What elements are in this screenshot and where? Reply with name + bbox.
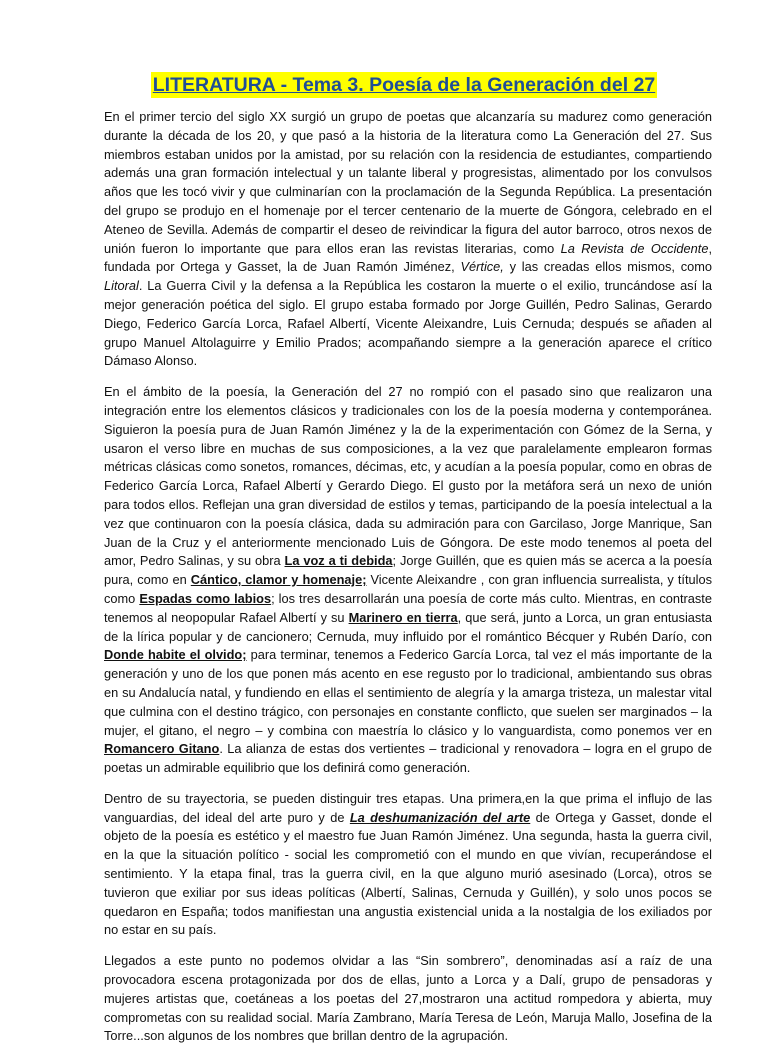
text-run: En el ámbito de la poesía, la Generación del 27 no rompió con el pasado sino que realizaron una integración entre los elementos clásicos y tradicionales con los de la poesía moderna y contemporánea. Siguieron la poesía pura de Juan Ramón Jiménez y la de la experimentación con Gómez de la Serna, y usaron el verso libre en muchas de sus composiciones, a la vez que paralelamente emplearon formas métricas clásicas como sonetos, romances, décimas, etc, y acudían a la poesía popular, como en obras de Federico García Lorca, Rafael Albertí y Gerardo Diego. El gusto por la metáfora será un nexo de unión para todos ellos. Reflejan una gran diversidad de estilos y temas, participando de la poesía intelectual a la vez que continuaron con la poesía clásica, dada su admiración para con Garcilaso, Jorge Manrique, San Juan de la Cruz y el anteriormente mencionado Luis de Góngora. De este modo tenemos al poeta del amor, Pedro Salinas, y su obra [104,384,712,569]
text-run: En el primer tercio del siglo XX surgió un grupo de poetas que alcanzaría su madurez como generación durante la década de los 20, y que pasó a la historia de la literatura como La Generación del 27. Sus miembros estaban unidos por la amistad, por su relación con la residencia de estudiantes, compartiendo además una gran formación intelectual y un talante liberal y progresistas, alimentado por los convulsos años que les tocó vivir y que culminarían con la proclamación de la Segunda República. La presentación del grupo se produjo en el homenaje por el tercer centenario de la muerte de Góngora, celebrado en el Ateneo de Sevilla. Además de compartir el deseo de reivindicar la figura del autor barroco, otros nexos de unión fueron lo importante que para ellos eran las revistas literarias, como [104,109,712,256]
text-run: para terminar, tenemos a Federico García Lorca, tal vez el más importante de la generación y uno de los que ponen más acento en ese regusto por lo tradicional, ambientando sus obras en su Andalucía natal, y fundiendo en ellas el sentimiento de alegría y la amarga tristeza, un malestar vital que culmina con el destino trágico, con personajes en constante conflicto, que suelen ser marginados – la mujer, el gitano, el negro – y combina con maestría lo clásico y lo vanguardista, como ponemos ver en [104,647,712,738]
text-run: . La Guerra Civil y la defensa a la República les costaron la muerte o el exilio, truncándose así la mejor generación poética del siglo. El grupo estaba formado por Jorge Guillén, Pedro Salinas, Gerardo Diego, Federico García Lorca, Rafael Albertí, Vicente Aleixandre, Luis Cernuda; después se añaden al grupo Manuel Altolaguirre y Emilio Prados; acompañando siempre a la generación aparece el crítico Dámaso Alonso. [104,278,712,369]
italic-title-litoral: Litoral [104,278,139,294]
work-title-deshumanizacion-del-arte: La deshumanización del arte [349,809,531,825]
work-title-romancero-gitano: Romancero Gitano [104,741,220,757]
work-title-espadas-como-labios: Espadas como labios [139,590,272,606]
work-title-cantico: Cántico, clamor y homenaje; [190,572,367,588]
paragraph-intro [104,108,712,371]
text-run: Dentro de su trayectoria, se pueden distinguir tres etapas. Una primera,en la que prima el influjo de las vanguardias, del ideal del arte puro y de [104,790,712,825]
text-run: ; los tres desarrollarán una poesía de corte más culto. Mientras, en contraste tenemos al neopopular Rafael Albertí y su [104,590,712,625]
italic-title-revista-occidente: La Revista de Occidente [560,240,709,256]
paragraph-etapas [104,790,712,940]
text-run: de Ortega y Gasset, donde el objeto de la poesía es estético y el maestro fue Juan Ramón Jiménez. Una segunda, hasta la guerra civil, en la que la situación político - social les comprometió con el mundo en que vivían, recuperándose el sentimiento. Y la etapa final, tras la guerra civil, en la que alguno murió asesinado (Lorca), otros se tuvieron que exiliar por sus ideas políticas (Albertí, Salinas, Cernuda y Guillén), y solo unos pocos se quedaron en España; todos manifiestan una angustia existencial unida a la nostalgia de los exiliados por no estar en su país. [104,809,712,938]
text-run: Vicente Aleixandre , con gran influencia surrealista, y títulos como [104,572,712,606]
paragraph-sin-sombrero [104,952,712,1046]
text-run: , que será, junto a Lorca, un gran entusiasta de la lírica popular y de cancionero; Cernuda, muy influido por el romántico Bécquer y Rubén Darío, con [104,609,712,644]
document-title: LITERATURA - Tema 3. Poesía de la Generación del 27 [152,74,656,96]
work-title-donde-habite-el-olvido: Donde habite el olvido; [104,647,247,663]
work-title-la-voz-a-ti-debida: La voz a ti debida [284,553,393,569]
text-run: , fundada por Ortega y Gasset, la de Juan Ramón Jiménez, [104,240,712,275]
text-run: . La alianza de estas dos vertientes – tradicional y renovadora – logra en el grupo de poetas un admirable equilibrio que los definirá como generación. [104,741,712,776]
paragraph-poesia [104,383,712,778]
text-run: ; Jorge Guillén, que es quien más se acerca a la poesía pura, como en [104,553,712,588]
italic-title-vertice: Vértice, [460,259,504,275]
text-run: Llegados a este punto no podemos olvidar a las “Sin sombrero”, denominadas así a raíz de una provocadora escena protagonizada por dos de ellas, junto a Lorca y a Dalí, grupo de pensadoras y mujeres artistas que, coetáneas a los poetas del 27,mostraron una actitud rompedora y abierta, muy comprometas con su realidad social. María Zambrano, María Teresa de León, Maruja Mallo, Josefina de la Torre...son algunos de los nombres que brillan dentro de la agrupación. [104,953,712,1044]
title-container [96,72,712,98]
work-title-marinero-en-tierra: Marinero en tierra [348,609,458,625]
text-run: y las creadas ellos mismos, como [503,259,713,275]
